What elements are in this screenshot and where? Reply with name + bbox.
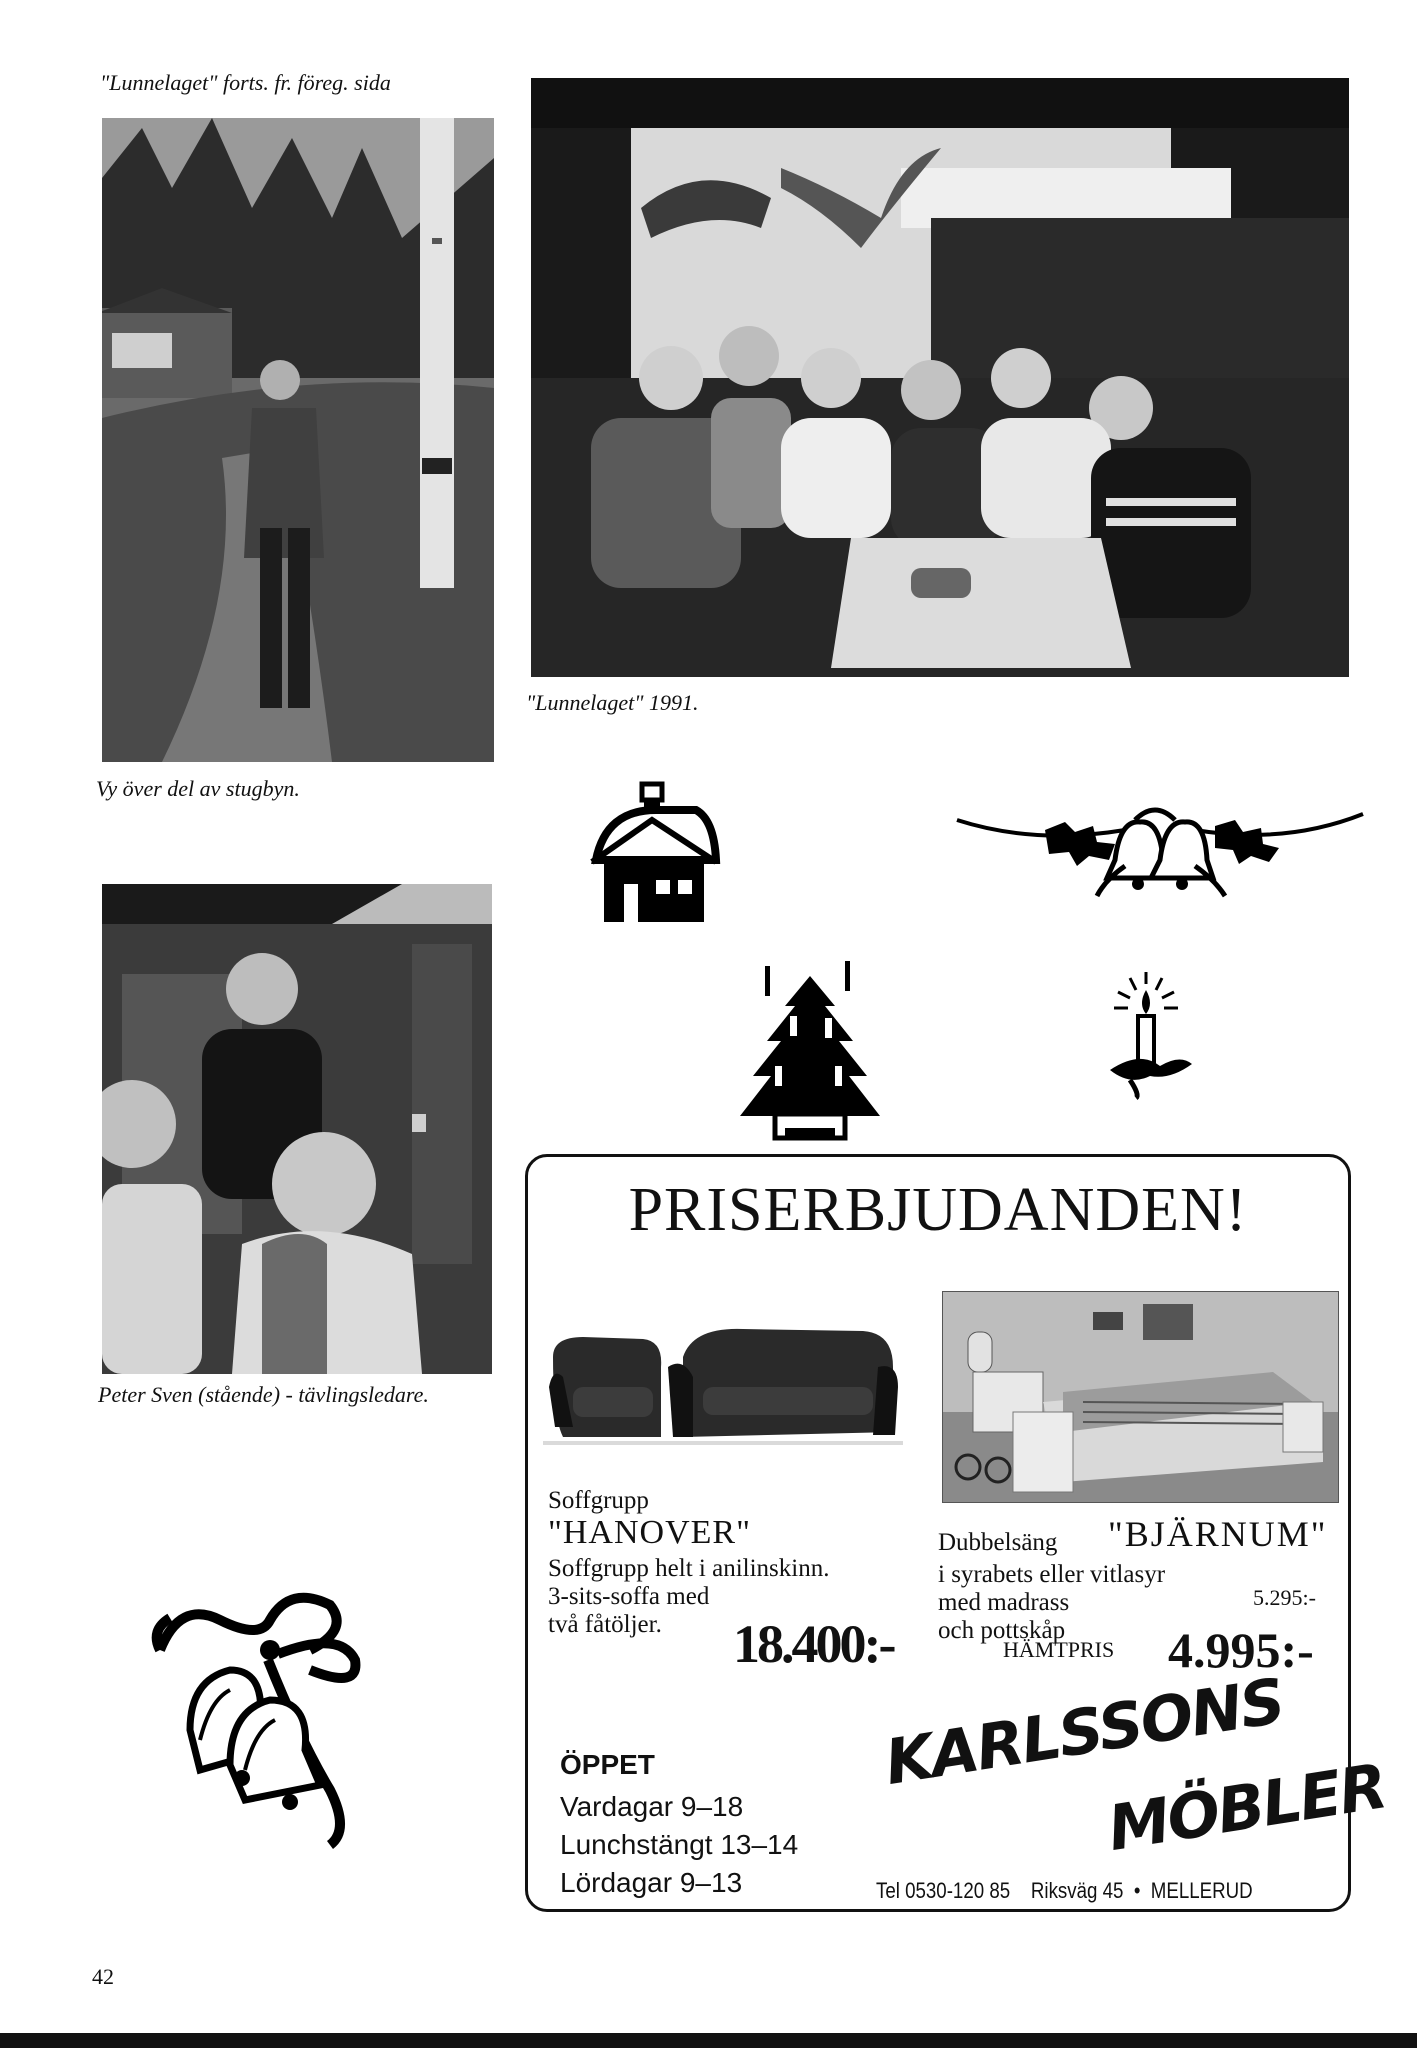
- bed-name: "BJÄRNUM": [1108, 1514, 1328, 1554]
- photo-lunnelaget-1991: [531, 78, 1349, 677]
- caption-continued: "Lunnelaget" forts. fr. föreg. sida: [100, 70, 391, 95]
- caption-lunnelaget-1991: "Lunnelaget" 1991.: [526, 690, 699, 715]
- sofa-line3: två fåtöljer.: [548, 1611, 662, 1638]
- bed-pickup-label: HÄMTPRIS: [1003, 1637, 1115, 1662]
- bed-extra-price: 5.295:-: [1253, 1585, 1316, 1610]
- bed-price: 4.995:-: [1168, 1622, 1314, 1678]
- hours-weekdays: Vardagar 9–18: [560, 1791, 744, 1822]
- contact-line: [876, 1878, 1253, 1904]
- bed-image: [942, 1291, 1339, 1503]
- sofa-price: 18.400:-: [733, 1614, 894, 1674]
- house-icon: [586, 780, 722, 926]
- sofa-line2: 3-sits-soffa med: [548, 1583, 710, 1610]
- photo-stugbyn: [102, 118, 494, 762]
- hours-saturday: Lördagar 9–13: [560, 1867, 743, 1898]
- bed-line2: med madrass: [938, 1589, 1070, 1616]
- contact-separator: •: [1133, 1878, 1141, 1903]
- sofa-line1: Soffgrupp helt i anilinskinn.: [548, 1555, 830, 1582]
- sofa-name: "HANOVER": [548, 1514, 751, 1551]
- bottom-edge-bar: [0, 2033, 1417, 2048]
- contact-phone: Tel 0530-120 85: [876, 1878, 1011, 1903]
- page-number: 42: [92, 1964, 114, 1989]
- candle-icon: [1100, 970, 1196, 1100]
- ribbon-bells-icon: [150, 1590, 380, 1850]
- sofa-image: [543, 1317, 903, 1447]
- brand-line1: KARLSSONS: [880, 1664, 1289, 1800]
- caption-stugbyn: Vy över del av stugbyn.: [96, 776, 300, 801]
- photo-peter-sven: [102, 884, 492, 1374]
- bed-line3: och pottskåp: [938, 1617, 1066, 1644]
- sofa-label: Soffgrupp: [548, 1487, 649, 1514]
- hours-lunch: Lunchstängt 13–14: [560, 1829, 799, 1860]
- advertisement-karlssons-mobler: [525, 1154, 1391, 1912]
- ad-headline: PRISERBJUDANDEN!: [628, 1176, 1248, 1244]
- bed-label: Dubbelsäng: [938, 1529, 1058, 1556]
- contact-city: MELLERUD: [1150, 1878, 1253, 1903]
- brand-line2: MÖBLER: [1103, 1749, 1391, 1866]
- caption-peter-sven: Peter Sven (stående) - tävlingsledare.: [98, 1382, 429, 1407]
- bed-line1: i syrabets eller vitlasyr: [938, 1561, 1166, 1588]
- hours-title: ÖPPET: [560, 1749, 655, 1780]
- contact-address: Riksväg 45: [1030, 1878, 1124, 1903]
- christmas-tree-icon: [735, 956, 885, 1146]
- holly-bells-icon: [955, 800, 1365, 900]
